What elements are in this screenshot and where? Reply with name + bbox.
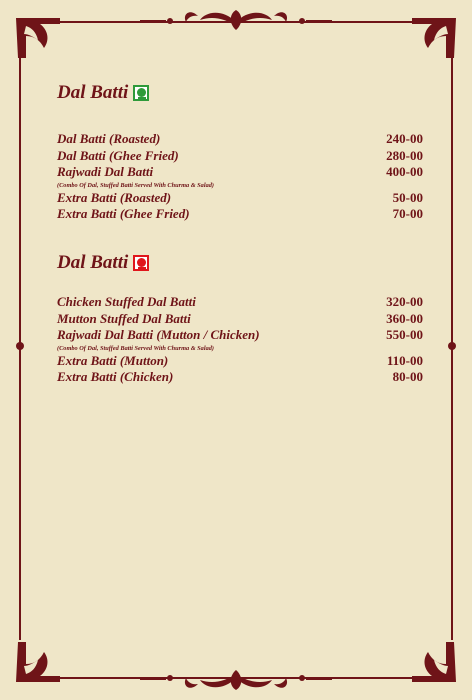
section-title-veg <box>57 82 149 104</box>
section-title-text: Dal Batti <box>57 252 129 273</box>
menu-item <box>57 164 423 181</box>
item-name: Extra Batti (Chicken) <box>57 369 174 384</box>
item-name: Chicken Stuffed Dal Batti <box>57 294 196 309</box>
item-price: 50-00 <box>392 189 423 205</box>
item-price: 320-00 <box>386 294 423 309</box>
section-title-nonveg <box>57 252 149 274</box>
item-name: Extra Batti (Roasted) <box>57 189 172 205</box>
menu-list-veg <box>57 131 423 223</box>
left-ornament-dot <box>16 342 24 350</box>
item-price: 240-00 <box>386 131 423 146</box>
item-name: Extra Batti (Mutton) <box>57 352 169 368</box>
bottom-flourish-ornament <box>140 670 332 690</box>
corner-ornament-top-right <box>412 18 456 58</box>
item-price: 110-00 <box>386 352 423 368</box>
item-name: Mutton Stuffed Dal Batti <box>57 310 191 326</box>
item-description: (Combo Of Dal, Stuffed Batti Served With Churma & Salad) <box>57 181 214 189</box>
item-price: 280-00 <box>386 147 423 163</box>
menu-item <box>57 148 423 165</box>
item-price: 550-00 <box>386 327 423 342</box>
menu-item <box>57 190 423 207</box>
non-veg-symbol-icon <box>133 255 149 271</box>
item-price: 360-00 <box>386 310 423 326</box>
corner-ornament-bottom-left <box>16 642 60 682</box>
item-name: Extra Batti (Ghee Fried) <box>57 206 190 221</box>
section-title-text: Dal Batti <box>57 82 129 103</box>
item-price: 400-00 <box>386 164 423 179</box>
menu-item <box>57 311 423 328</box>
item-price: 80-00 <box>392 369 423 384</box>
menu-item <box>57 294 423 311</box>
veg-symbol-icon <box>133 85 149 101</box>
menu-item <box>57 353 423 370</box>
item-name: Rajwadi Dal Batti (Mutton / Chicken) <box>57 327 260 342</box>
menu-item <box>57 131 423 148</box>
menu-item <box>57 327 423 344</box>
menu-item <box>57 206 423 223</box>
corner-ornament-top-left <box>16 18 60 58</box>
menu-list-nonveg <box>57 294 423 386</box>
menu-item <box>57 369 423 386</box>
corner-ornament-bottom-right <box>412 642 456 682</box>
item-description: (Combo Of Dal, Stuffed Batti Served With Churma & Salad) <box>57 344 214 352</box>
right-ornament-dot <box>448 342 456 350</box>
item-price: 70-00 <box>392 206 423 221</box>
item-name: Rajwadi Dal Batti <box>57 164 154 179</box>
item-name: Dal Batti (Ghee Fried) <box>57 147 179 163</box>
top-flourish-ornament <box>140 10 332 30</box>
item-name: Dal Batti (Roasted) <box>57 131 161 146</box>
